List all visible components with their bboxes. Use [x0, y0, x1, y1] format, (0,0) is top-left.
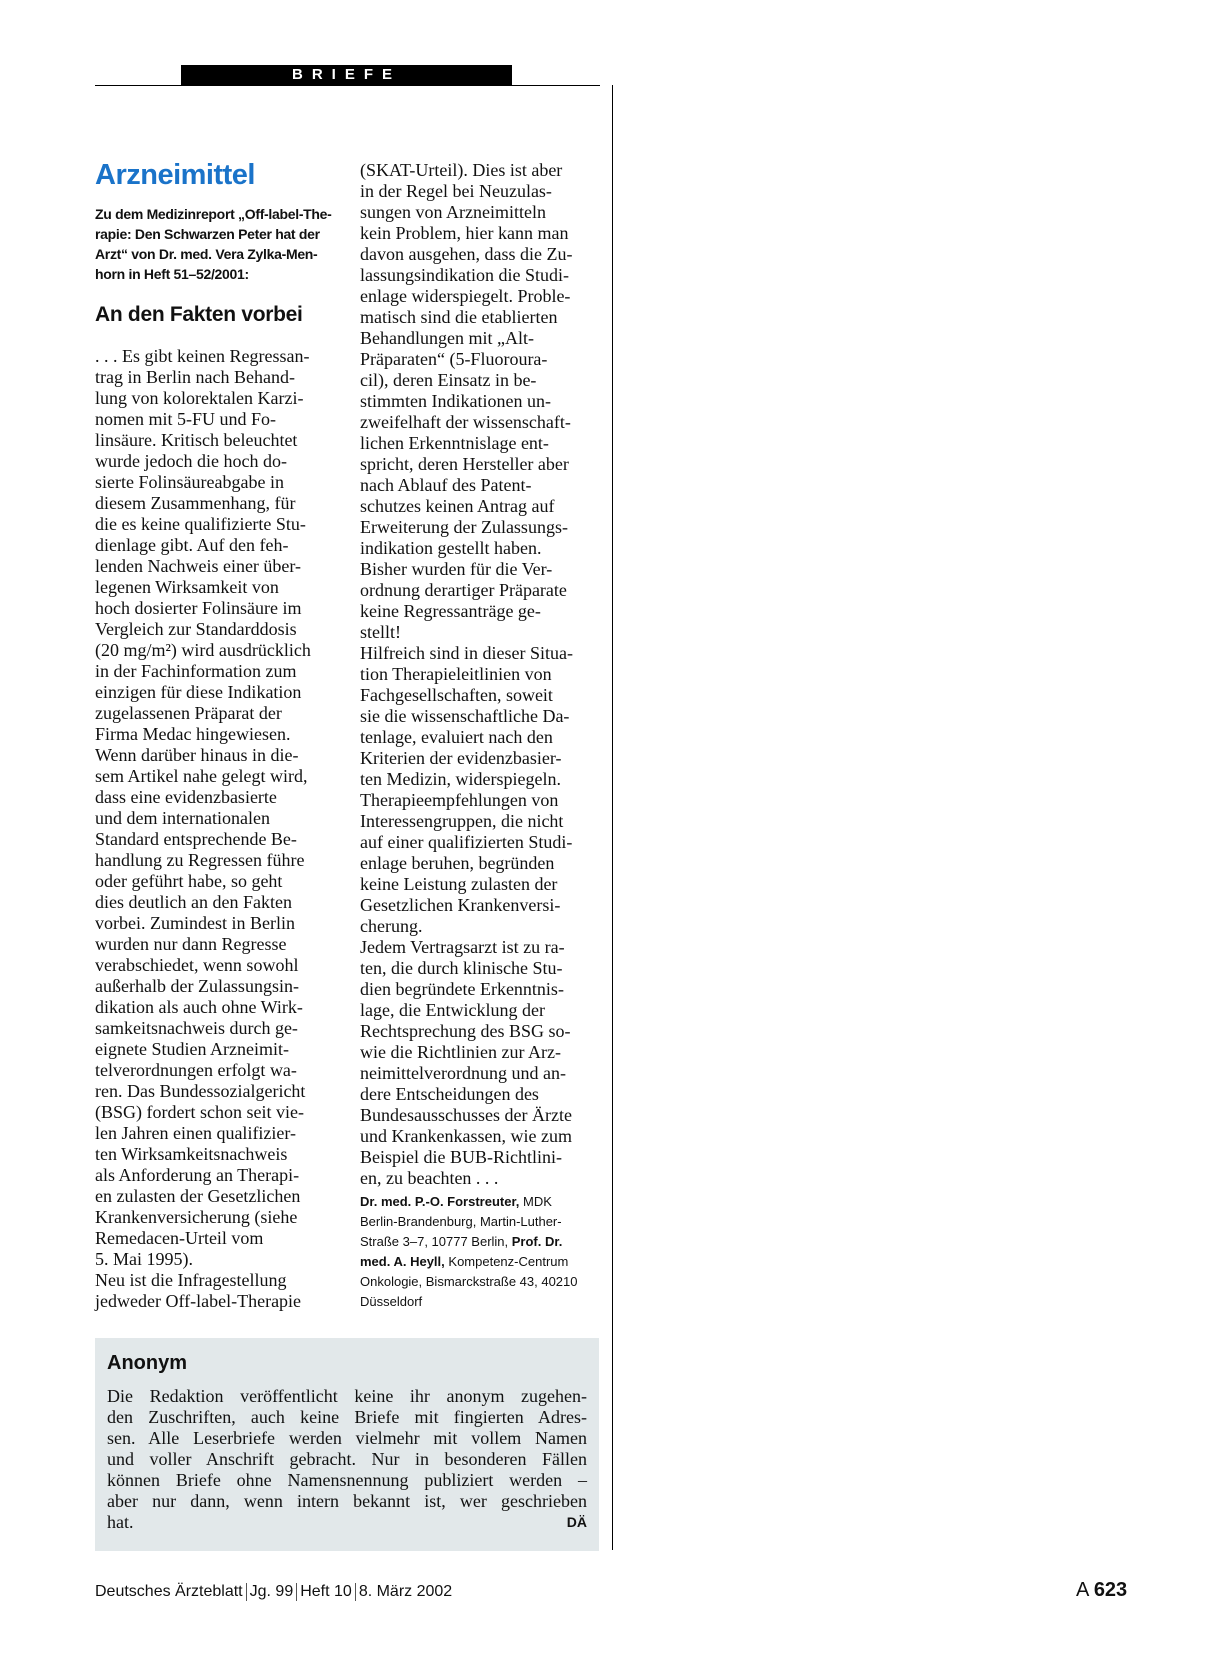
body-line: Interessengruppen, die nicht — [360, 811, 564, 831]
body-line: wurden nur dann Regresse — [95, 934, 287, 954]
body-line: ten, die durch klinische Stu- — [360, 958, 563, 978]
intro-line: Zu dem Medizinreport „Off-label-The- — [95, 206, 332, 222]
body-line: lage, die Entwicklung der — [360, 1000, 545, 1020]
body-line: keine Regressanträge ge- — [360, 601, 541, 621]
notice-signature: DÄ — [566, 1514, 587, 1530]
body-line: ordnung derartiger Präparate — [360, 580, 567, 600]
footer-separator — [246, 1583, 247, 1601]
body-line: (SKAT-Urteil). Dies ist aber — [360, 160, 563, 180]
body-line: handlung zu Regressen führe — [95, 850, 305, 870]
body-line: lassungsindikation die Studi- — [360, 265, 569, 285]
body-line: en zulasten der Gesetzlichen — [95, 1186, 301, 1206]
article-column-1 — [95, 160, 335, 1312]
body-line: Gesetzlichen Krankenversi- — [360, 895, 561, 915]
footer-separator — [355, 1583, 356, 1601]
journal-volume: Jg. 99 — [249, 1583, 294, 1600]
body-line: als Anforderung an Therapi- — [95, 1165, 300, 1185]
body-line: dikation als auch ohne Wirk- — [95, 997, 303, 1017]
body-line: Wenn darüber hinaus in die- — [95, 745, 299, 765]
body-line: jedweder Off-label-Therapie — [95, 1291, 302, 1311]
body-line: enlage widerspiegelt. Proble- — [360, 286, 571, 306]
body-line: Therapieempfehlungen von — [360, 790, 559, 810]
body-line: sem Artikel nahe gelegt wird, — [95, 766, 308, 786]
author-affiliation: Berlin-Brandenburg, Martin-Luther- — [360, 1214, 562, 1229]
body-line: vorbei. Zumindest in Berlin — [95, 913, 295, 933]
notice-title: Anonym — [107, 1352, 187, 1374]
body-line: enlage beruhen, begründen — [360, 853, 555, 873]
body-line: tion Therapieleitlinien von — [360, 664, 552, 684]
body-line: stellt! — [360, 622, 401, 642]
body-line: indikation gestellt haben. — [360, 538, 542, 558]
author-affiliation: Kompetenz-Centrum — [444, 1254, 569, 1269]
body-line: ten Medizin, widerspiegeln. — [360, 769, 561, 789]
body-line: tenlage, evaluiert nach den — [360, 727, 553, 747]
body-line: sierte Folinsäureabgabe in — [95, 472, 284, 492]
body-line: Jedem Vertragsarzt ist zu ra- — [360, 937, 565, 957]
author-affiliation: Düsseldorf — [360, 1294, 423, 1309]
body-line: lenden Nachweis einer über- — [95, 556, 302, 576]
body-line: (20 mg/m²) wird ausdrücklich — [95, 640, 311, 660]
intro-line: horn in Heft 51–52/2001: — [95, 266, 249, 282]
body-line: stimmten Indikationen un- — [360, 391, 551, 411]
body-line: Fachgesellschaften, soweit — [360, 685, 553, 705]
letter-body-part-1 — [95, 346, 335, 1312]
body-line: diesem Zusammenhang, für — [95, 493, 296, 513]
body-line: keine Leistung zulasten der — [360, 874, 558, 894]
body-line: dass eine evidenzbasierte — [95, 787, 277, 807]
body-line: Rechtsprechung des BSG so- — [360, 1021, 571, 1041]
body-line: Krankenversicherung (siehe — [95, 1207, 298, 1227]
author-name: Prof. Dr. — [511, 1234, 563, 1249]
body-line: in der Fachinformation zum — [95, 661, 297, 681]
anonym-notice-box — [95, 1338, 599, 1551]
body-line: außerhalb der Zulassungsin- — [95, 976, 299, 996]
body-line: dere Entscheidungen des — [360, 1084, 539, 1104]
author-name: Dr. med. P.-O. Forstreuter, — [360, 1194, 520, 1209]
body-line: len Jahren einen qualifizier- — [95, 1123, 297, 1143]
body-line: nach Ablauf des Patent- — [360, 475, 532, 495]
page-number-value: 623 — [1093, 1579, 1128, 1601]
body-line: zugelassenen Präparat der — [95, 703, 282, 723]
body-line: cil), deren Einsatz in be- — [360, 370, 537, 390]
body-line: Hilfreich sind in dieser Situa- — [360, 643, 573, 663]
body-line: Vergleich zur Standarddosis — [95, 619, 297, 639]
body-line: hoch dosierter Folinsäure im — [95, 598, 302, 618]
body-line: lichen Erkenntnislage ent- — [360, 433, 549, 453]
article-title: Arzneimittel — [95, 159, 255, 191]
body-line: Beispiel die BUB-Richtlini- — [360, 1147, 562, 1167]
notice-text — [107, 1386, 587, 1533]
header-rule — [95, 85, 600, 86]
body-line: die es keine qualifizierte Stu- — [95, 514, 306, 534]
body-line: zweifelhaft der wissenschaft- — [360, 412, 571, 432]
body-line: nomen mit 5-FU und Fo- — [95, 409, 277, 429]
author-affiliation: Onkologie, Bismarckstraße 43, 40210 — [360, 1274, 578, 1289]
body-line: Bundesausschusses der Ärzte — [360, 1105, 572, 1125]
body-line: Bisher wurden für die Ver- — [360, 559, 553, 579]
body-line: samkeitsnachweis durch ge- — [95, 1018, 298, 1038]
letter-body-part-2 — [360, 160, 600, 1189]
article-column-2 — [360, 160, 600, 1312]
article-intro — [95, 204, 335, 284]
issue-date: 8. März 2002 — [358, 1583, 453, 1600]
column-rule — [612, 85, 613, 1550]
journal-name: Deutsches Ärzteblatt — [95, 1583, 243, 1600]
body-line: eignete Studien Arzneimit- — [95, 1039, 289, 1059]
intro-line: rapie: Den Schwarzen Peter hat der — [95, 226, 320, 242]
body-line: lung von kolorektalen Karzi- — [95, 388, 304, 408]
author-affiliation: MDK — [519, 1194, 552, 1209]
body-line: Erweiterung der Zulassungs- — [360, 517, 568, 537]
body-line: Standard entsprechende Be- — [95, 829, 297, 849]
body-line: legenen Wirksamkeit von — [95, 577, 279, 597]
body-line: davon ausgehen, dass die Zu- — [360, 244, 573, 264]
body-line: kein Problem, hier kann man — [360, 223, 569, 243]
notice-line: aber nur dann, wenn intern bekannt ist, wer geschrieben — [107, 1491, 587, 1511]
body-line: in der Regel bei Neuzulas- — [360, 181, 552, 201]
body-line: sie die wissenschaftliche Da- — [360, 706, 570, 726]
author-name: med. A. Heyll, — [360, 1254, 445, 1269]
body-line: und Krankenkassen, wie zum — [360, 1126, 572, 1146]
page-prefix: A — [1076, 1579, 1089, 1601]
notice-line: hat. — [107, 1512, 134, 1532]
section-header: BRIEFE — [181, 65, 512, 85]
body-line: oder geführt habe, so geht — [95, 871, 283, 891]
body-line: spricht, deren Hersteller aber — [360, 454, 569, 474]
author-affiliation: Straße 3–7, 10777 Berlin, — [360, 1234, 512, 1249]
body-line: Neu ist die Infragestellung — [95, 1270, 287, 1290]
body-line: sungen von Arzneimitteln — [360, 202, 546, 222]
letter-signature — [360, 1192, 600, 1312]
page-number — [1076, 1578, 1127, 1602]
body-line: und dem internationalen — [95, 808, 270, 828]
body-line: schutzes keinen Antrag auf — [360, 496, 555, 516]
body-line: matisch sind die etablierten — [360, 307, 558, 327]
body-line: Kriterien der evidenzbasier- — [360, 748, 562, 768]
footer-separator — [296, 1583, 297, 1601]
body-line: neimittelverordnung und an- — [360, 1063, 566, 1083]
body-line: linsäure. Kritisch beleuchtet — [95, 430, 298, 450]
page-footer — [95, 1582, 452, 1602]
body-line: 5. Mai 1995). — [95, 1249, 193, 1269]
notice-line: und voller Anschrift gebracht. Nur in besonderen Fällen — [107, 1449, 587, 1469]
letter-headline: An den Fakten vorbei — [95, 303, 303, 326]
body-line: wie die Richtlinien zur Arz- — [360, 1042, 561, 1062]
body-line: (BSG) fordert schon seit vie- — [95, 1102, 304, 1122]
body-line: . . . Es gibt keinen Regressan- — [95, 346, 310, 366]
notice-line: sen. Alle Leserbriefe werden vielmehr mit vollem Namen — [107, 1428, 587, 1448]
body-line: Behandlungen mit „Alt- — [360, 328, 534, 348]
body-line: verabschiedet, wenn sowohl — [95, 955, 299, 975]
body-line: ren. Das Bundessozialgericht — [95, 1081, 306, 1101]
body-line: dies deutlich an den Fakten — [95, 892, 292, 912]
body-line: cherung. — [360, 916, 423, 936]
notice-line: den Zuschriften, auch keine Briefe mit fingierten Adres- — [107, 1407, 587, 1427]
notice-line: Die Redaktion veröffentlicht keine ihr anonym zugehen- — [107, 1386, 587, 1406]
body-line: Firma Medac hingewiesen. — [95, 724, 291, 744]
body-line: ten Wirksamkeitsnachweis — [95, 1144, 288, 1164]
body-line: en, zu beachten . . . — [360, 1168, 499, 1188]
body-line: auf einer qualifizierten Studi- — [360, 832, 573, 852]
body-line: Remedacen-Urteil vom — [95, 1228, 264, 1248]
notice-line: können Briefe ohne Namensnennung publiziert werden – — [107, 1470, 587, 1490]
body-line: wurde jedoch die hoch do- — [95, 451, 287, 471]
body-line: telverordnungen erfolgt wa- — [95, 1060, 297, 1080]
body-line: dienlage gibt. Auf den feh- — [95, 535, 289, 555]
body-line: einzigen für diese Indikation — [95, 682, 302, 702]
journal-issue: Heft 10 — [300, 1583, 352, 1600]
body-line: trag in Berlin nach Behand- — [95, 367, 295, 387]
body-line: dien begründete Erkenntnis- — [360, 979, 564, 999]
body-line: Präparaten“ (5-Fluoroura- — [360, 349, 548, 369]
intro-line: Arzt“ von Dr. med. Vera Zylka-Men- — [95, 246, 318, 262]
